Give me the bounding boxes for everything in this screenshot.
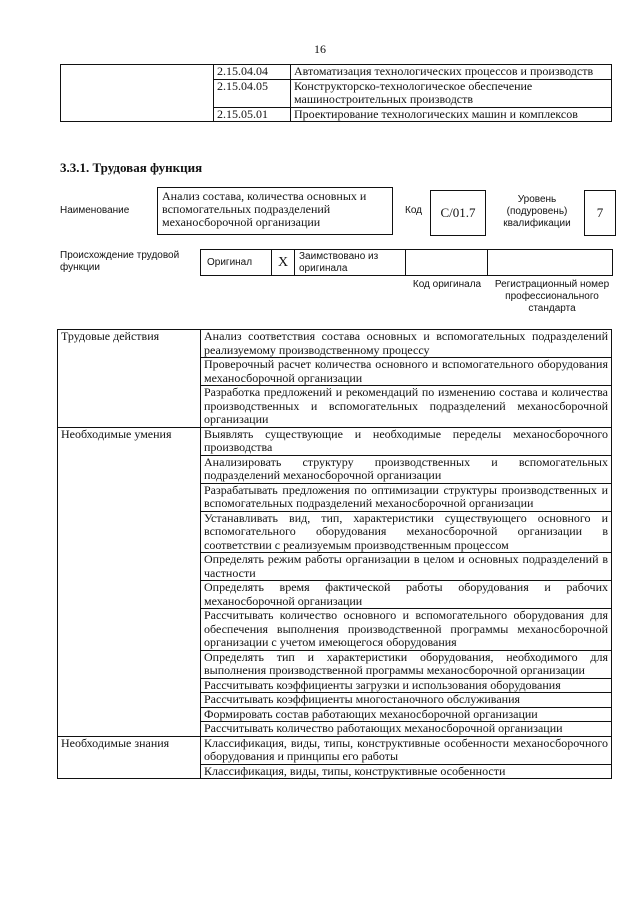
- item-cell: Определять режим работы организации в целом и основных подразделений в частности: [201, 553, 612, 581]
- item-cell: Классификация, виды, типы, конструктивные особенности: [201, 764, 612, 779]
- name-label: Наименование: [60, 205, 130, 216]
- item-cell: Анализ соответствия состава основных и вспомогательных подразделений реализуемому производственному процессу: [201, 330, 612, 358]
- page-number: 16: [314, 42, 326, 56]
- code-cell: 2.15.04.05: [214, 79, 291, 107]
- code-label: Код: [405, 205, 423, 216]
- item-cell: Формировать состав работающих механосборочной организации: [201, 707, 612, 722]
- original-cell: [200, 249, 272, 276]
- section-title: 3.3.1. Трудовая функция: [60, 160, 203, 175]
- item-cell: Рассчитывать количество работающих механосборочной организации: [201, 722, 612, 737]
- item-cell: Разрабатывать предложения по оптимизации структуры производственных и вспомогательных подразделений механосборочной организации: [201, 483, 612, 511]
- table-row: [58, 427, 612, 455]
- table-row: [61, 65, 612, 80]
- table-row: [58, 736, 612, 764]
- item-cell: Разработка предложений и рекомендаций по изменению состава и количества производственных и вспомогательных подразделений механосборочной организации: [201, 386, 612, 428]
- table-row: [58, 330, 612, 358]
- origin-label: Происхождение трудовой функции: [60, 250, 180, 273]
- name-cell: Проектирование технологических машин и комплексов: [291, 107, 612, 122]
- item-cell: Выявлять существующие и необходимые переделы механосборочного производства: [201, 427, 612, 455]
- function-code-box: C/01.7: [430, 190, 486, 236]
- item-cell: Анализировать структуру производственных и вспомогательных подразделений механосборочной организации: [201, 455, 612, 483]
- origin-row: [200, 249, 614, 276]
- item-cell: Проверочный расчет количества основного и вспомогательного оборудования механосборочной организации: [201, 358, 612, 386]
- empty-cell: [61, 65, 214, 122]
- category-cell: Необходимые умения: [58, 427, 201, 736]
- borrowed-label: Заимствовано из оригинала: [299, 251, 379, 274]
- item-cell: Определять время фактической работы оборудования и рабочих механосборочной организации: [201, 581, 612, 609]
- code-original-box: [405, 249, 488, 276]
- reg-number-box: [487, 249, 613, 276]
- function-name-box: Анализ состава, количества основных и вспомогательных подразделений механосборочной организации: [157, 187, 393, 235]
- code-original-caption: Код оригинала: [412, 279, 482, 290]
- level-box: 7: [584, 190, 616, 236]
- original-label: Оригинал: [207, 257, 253, 268]
- original-mark: X: [271, 249, 295, 276]
- borrowed-cell: [294, 249, 406, 276]
- code-cell: 2.15.04.04: [214, 65, 291, 80]
- item-cell: Определять тип и характеристики оборудования, необходимого для выполнения производственной программы механосборочной организации: [201, 650, 612, 678]
- item-cell: Устанавливать вид, тип, характеристики существующего основного и вспомогательного оборудования механосборочной организации в соответствии с реализуемым производственным процессом: [201, 511, 612, 553]
- item-cell: Рассчитывать коэффициенты многостаночного обслуживания: [201, 693, 612, 708]
- name-cell: Автоматизация технологических процессов и производств: [291, 65, 612, 80]
- item-cell: Классификация, виды, типы, конструктивные особенности механосборочного оборудования и принципы его работы: [201, 736, 612, 764]
- education-codes-table: [60, 64, 612, 122]
- name-cell: Конструкторско-технологическое обеспечение машиностроительных производств: [291, 79, 612, 107]
- item-cell: Рассчитывать количество основного и вспомогательного оборудования для обеспечения выполнения производственной программы механосборочной организации с учетом имеющегося оборудования: [201, 609, 612, 651]
- labor-function-table: [57, 329, 612, 779]
- category-cell: Необходимые знания: [58, 736, 201, 779]
- reg-number-caption: Регистрационный номер профессионального стандарта: [494, 279, 610, 314]
- level-label: Уровень (подуровень) квалификации: [503, 194, 571, 229]
- code-cell: 2.15.05.01: [214, 107, 291, 122]
- category-cell: Трудовые действия: [58, 330, 201, 428]
- item-cell: Рассчитывать коэффициенты загрузки и использования оборудования: [201, 678, 612, 693]
